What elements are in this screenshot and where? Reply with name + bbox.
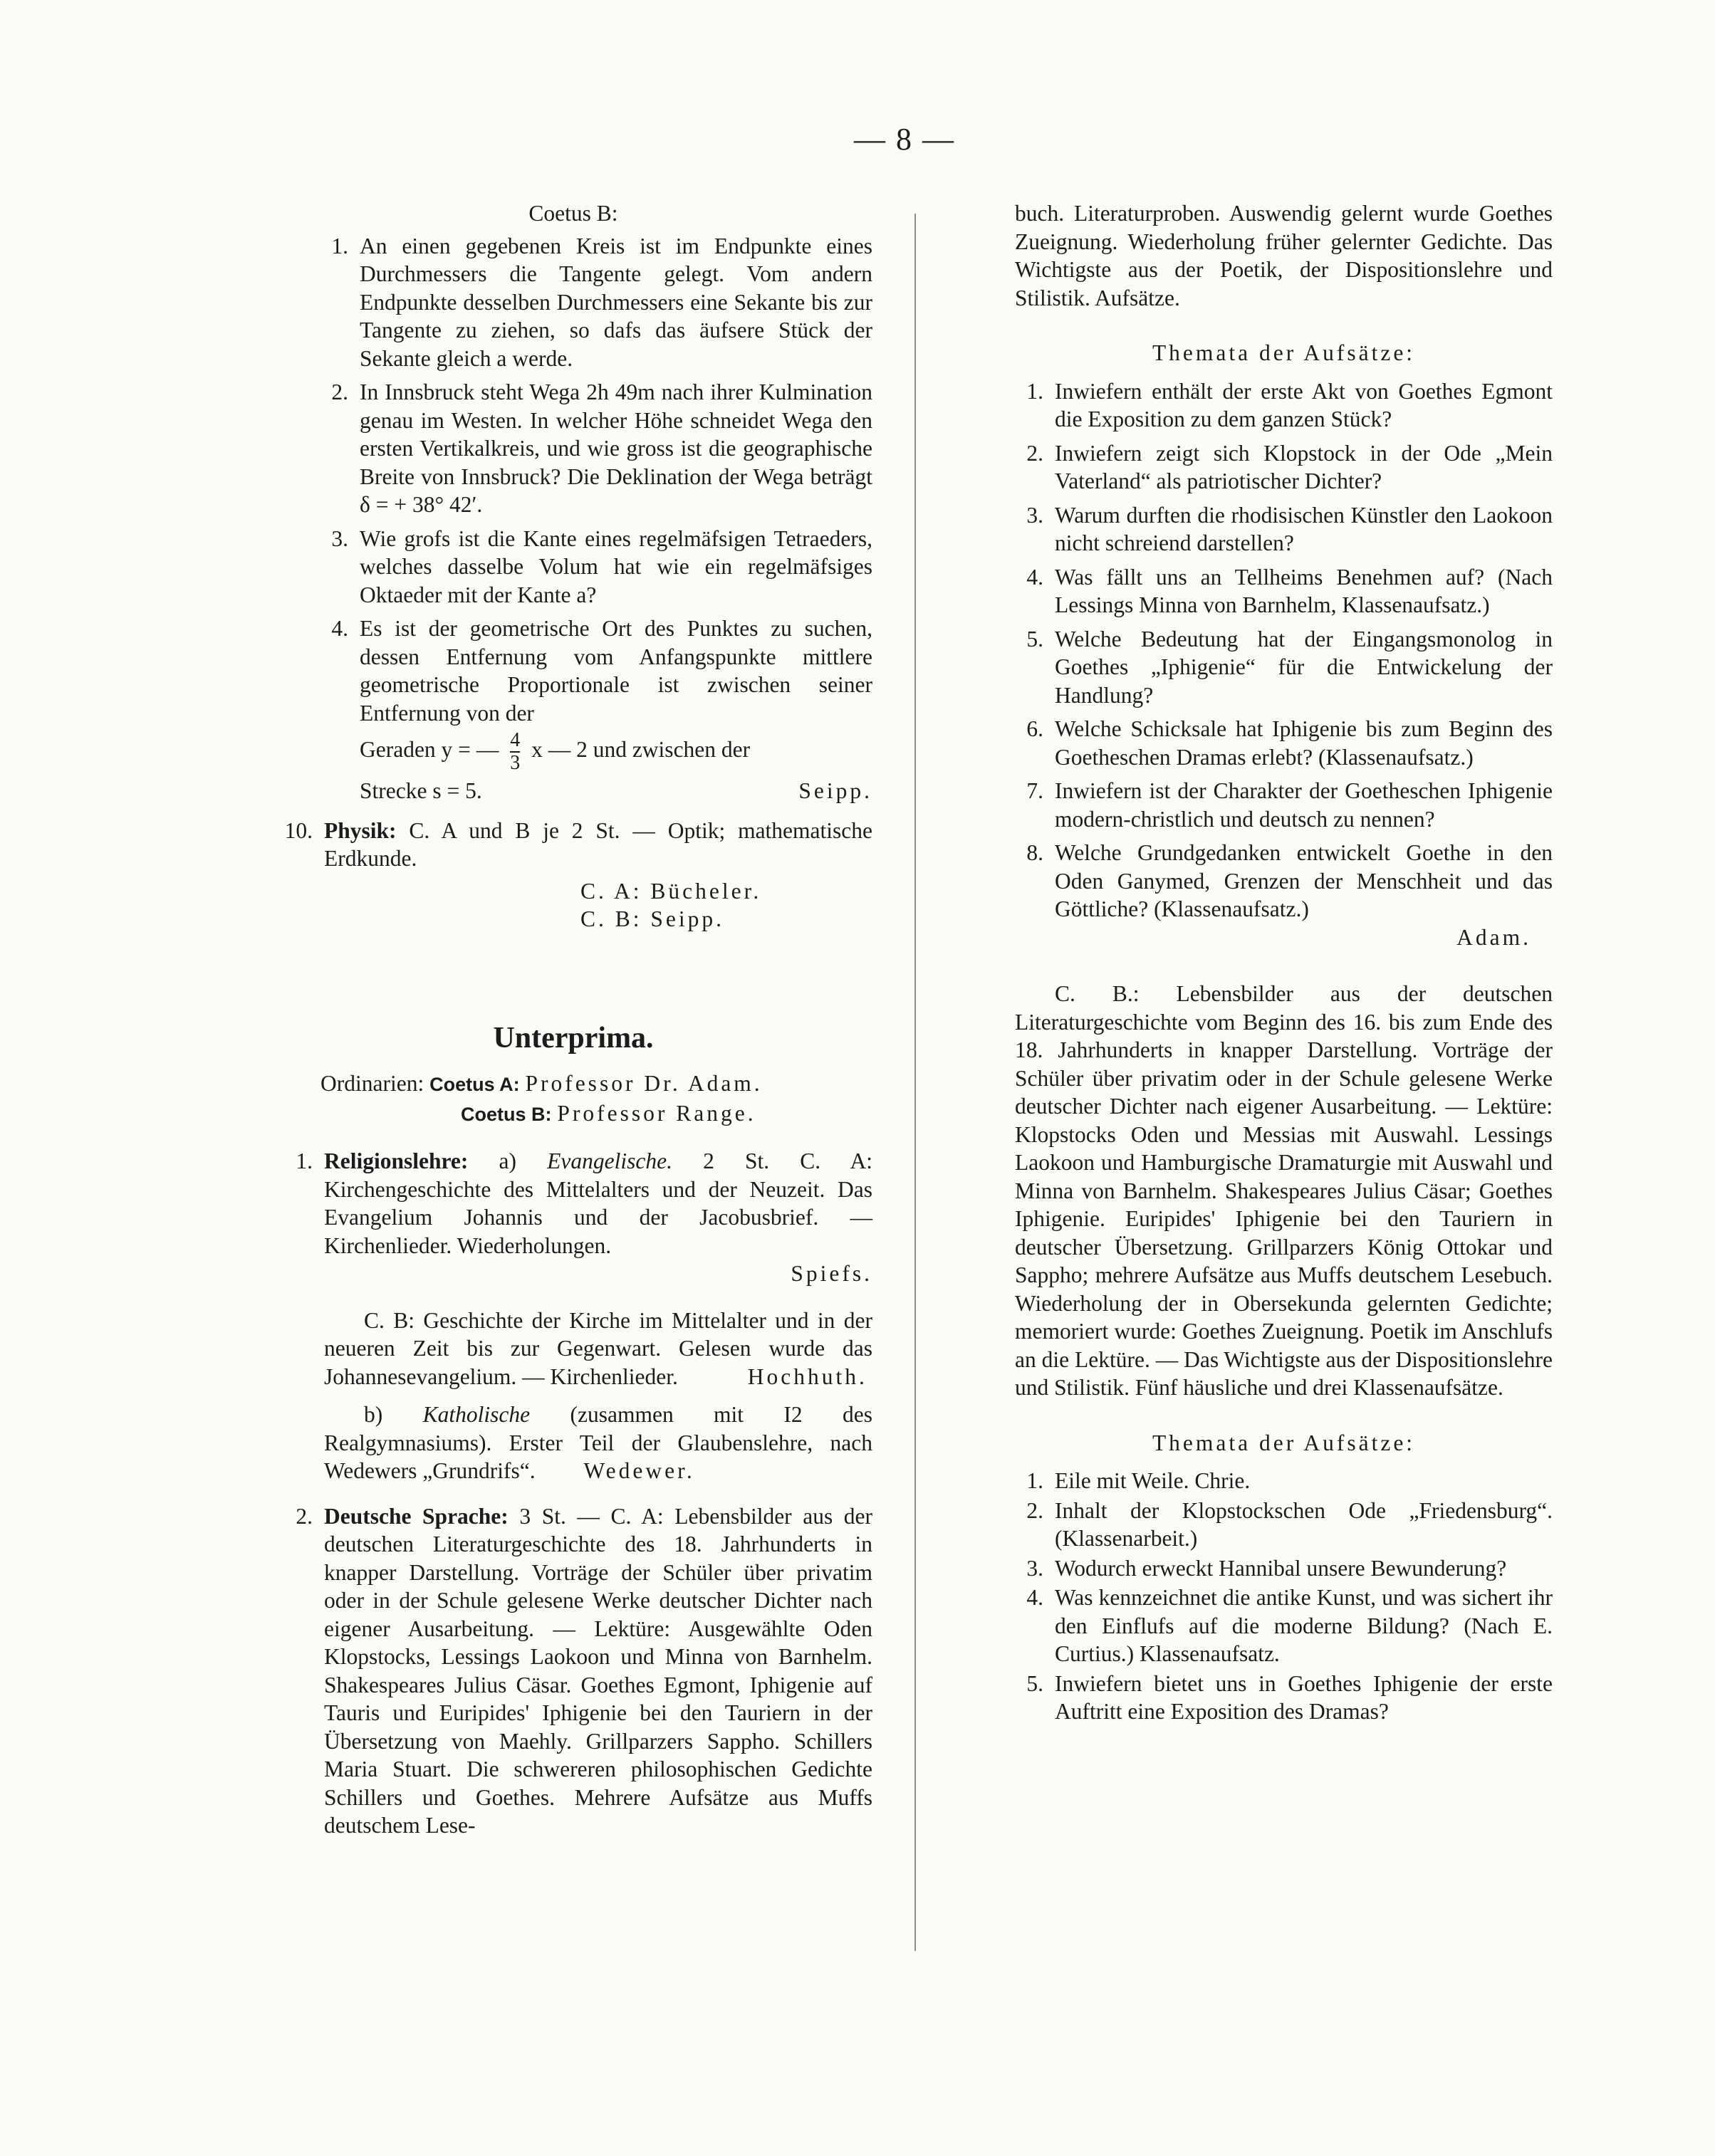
- themata-item: 1. Eile mit Weile. Chrie.: [1026, 1468, 1251, 1493]
- math-task-list: [274, 232, 872, 805]
- coetus-b-heading: Coetus B:: [528, 201, 618, 226]
- religion-section: 1. Religionslehre: a) Evangelische. 2 St. C. A: Kirchengeschichte des Mittelalters und der Neuzeit. Das Evangelium Johannis und der Jacobusbrief. — Kirchenlieder. Wiederholungen. Spiefs. C. B: Geschichte der Kirche im Mittelalter und in der neueren Zeit bis zur Gegenwart. Gelesen wurde das Johannesevangelium. — Kirchenlieder. Hochhuth. b) Katholische (zusammen mit I2 des Realgymnasiums). Erster Teil der Glaubenslehre, nach Wedewers „Grundrifs“. Wedewer.: [296, 1148, 873, 1483]
- teacher-name: C. B: Seipp.: [580, 906, 725, 931]
- equation-line: Geraden y = — $\frac{4}{3}$ x — 2 und zwischen der: [360, 729, 751, 774]
- themata-item: 2. Inhalt der Klopstockschen Ode „Friedensburg“. (Klassenarbeit.): [1026, 1497, 1553, 1551]
- themata-item: 2. Inwiefern zeigt sich Klopstock in der Ode „Mein Vaterland“ als patriotischer Dichter?: [1026, 440, 1553, 493]
- deutsch-section: 2. Deutsche Sprache: 3 St. — C. A: Lebensbilder aus der deutschen Literaturgeschichte des 18. Jahrhunderts in knapper Darstellung. Vorträge der Schüler über privatim oder in der Schule gelesene Werke deutscher Dichter nach eigener Ausarbeitung. — Lektüre: Ausgewählte Oden Klopstocks, Lessings Laokoon und Minna von Barnhelm. Shakespeares Julius Cäsar. Goethes Egmont, Iphigenie auf Tauris und Euripides' Iphigenie bei den Tauriern in der Übersetzung von Maehly. Grillparzers Sappho. Schillers Maria Stuart. Die schwereren philosophischen Gedichte Schillers und Goethes. Mehrere Aufsätze aus Muffs deutschem Lese-: [296, 1503, 873, 1838]
- teacher-name: Seipp.: [798, 778, 872, 803]
- teacher-name: Spiefs.: [791, 1261, 872, 1286]
- themata-item: 4. Was kennzeichnet die antike Kunst, und was sichert ihr den Einflufs auf die moderne Bildung? (Nach E. Curtius.) Klassenaufsatz.: [1026, 1585, 1553, 1666]
- math-task: 3. Wie grofs ist die Kante eines regelmäfsigen Tetraeders, welches dasselbe Volum hat wie ein regelmäfsiges Oktaeder mit der Kante a?: [331, 525, 872, 607]
- deutsch-label: Deutsche Sprache:: [324, 1503, 509, 1529]
- themata-heading: Themata der Aufsätze:: [1152, 1430, 1416, 1455]
- physik-section: 10. Physik: C. A und B je 2 St. — Optik; mathematische Erdkunde. C. A: Bücheler. C. B: Seipp.: [324, 817, 872, 933]
- column-divider: [914, 214, 916, 1951]
- teacher-name: C. A: Bücheler.: [580, 878, 762, 904]
- themata-list-b: [1015, 1467, 1553, 1726]
- cb-paragraph: C. B.: Lebensbilder aus der deutschen Literaturgeschichte vom Beginn des 16. bis zum Ende des 18. Jahrhunderts in knapper Darstellung. Vorträge der Schüler über privatim oder in der Schule gelesene Werke deutscher Dichter nach eigener Ausarbeitung. — Lektüre: Klopstocks Oden und Messias mit Auswahl. Lessings Laokoon und Hamburgische Dramaturgie mit Auswahl und Minna von Barnhelm. Shakespeares Julius Cäsar; Goethes Iphigenie. Euripides' Iphigenie bei den Tauriern in deutscher Übersetzung. Grillparzers König Ottokar und Sappho; mehrere Aufsätze aus Muffs deutschem Lesebuch. Wiederholung der in Obersekunda gelernten Gedichte; memoriert wurde: Goethes Zueignung. Poetik im Anschlufs an die Lektüre. — Das Wichtigste aus der Dispositionslehre und Stilistik. Fünf häusliche und drei Klassenaufsätze.: [1015, 981, 1553, 1400]
- left-column: [274, 199, 872, 1846]
- themata-heading: Themata der Aufsätze:: [1152, 340, 1416, 365]
- themata-item: 5. Welche Bedeutung hat der Eingangsmonolog in Goethes „Iphigenie“ für die Entwickelung der Handlung?: [1026, 626, 1553, 708]
- ordinarien-line: Coetus B: Professor Range.: [461, 1100, 756, 1126]
- teacher-name: Adam.: [1456, 924, 1531, 950]
- religion-cb-text: C. B: Geschichte der Kirche im Mittelalter und in der neueren Zeit bis zur Gegenwart. Gelesen wurde das Johannesevangelium. — Kirchenlieder.: [324, 1307, 872, 1389]
- section-title: Unterprima.: [493, 1021, 654, 1055]
- themata-item: 3. Warum durften die rhodisischen Künstler den Laokoon nicht schreiend darstellen?: [1026, 502, 1553, 555]
- themata-list-a: [1015, 377, 1553, 923]
- right-column: [1015, 199, 1553, 1727]
- equation-last-line: Strecke s = 5.: [360, 778, 482, 803]
- themata-item: 4. Was fällt uns an Tellheims Benehmen auf? (Nach Lessings Minna von Barnhelm, Klassenaufsatz.): [1026, 564, 1553, 617]
- deutsch-continuation: buch. Literaturproben. Auswendig gelernt wurde Goethes Zueignung. Wiederholung früher gelernter Gedichte. Das Wichtigste aus der Poetik, der Dispositionslehre und Stilistik. Aufsätze.: [1015, 201, 1553, 310]
- religion-kath-text: (zusammen mit I2 des Realgymnasiums). Erster Teil der Glaubenslehre, nach Wedewers „Grundrifs“.: [324, 1402, 873, 1483]
- page-number: — 8 —: [854, 122, 955, 157]
- math-task: 1. An einen gegebenen Kreis ist im Endpunkte eines Durchmessers die Tangente gelegt. Vom andern Endpunkte desselben Durchmessers eine Sekante bis zur Tangente zu ziehen, so dafs das äufsere Stück der Sekante gleich a werde.: [331, 233, 872, 371]
- themata-item: 8. Welche Grundgedanken entwickelt Goethe in den Oden Ganymed, Grenzen der Menschheit und das Göttliche? (Klassenaufsatz.): [1026, 840, 1553, 921]
- teacher-name: Wedewer.: [583, 1458, 695, 1483]
- physik-label: Physik:: [324, 817, 397, 843]
- physik-text: C. A und B je 2 St. — Optik; mathematische Erdkunde.: [324, 817, 872, 871]
- math-task-text: Es ist der geometrische Ort des Punktes zu suchen, dessen Entfernung vom Anfangspunkte mittlere geometrische Proportionale ist zwischen seiner Entfernung von der: [360, 616, 872, 726]
- themata-item: 6. Welche Schicksale hat Iphigenie bis zum Beginn des Goetheschen Dramas erlebt? (Klassenaufsatz.): [1026, 716, 1553, 770]
- math-task-4: 4. Es ist der geometrische Ort des Punktes zu suchen, dessen Entfernung vom Anfangspunkte mittlere geometrische Proportionale ist zwischen seiner Entfernung von der Geraden y = — $\frac{4}{3}$ x — 2 und zwischen der Strecke s = 5. Seipp.: [274, 614, 872, 805]
- religion-text: 2 St. C. A: Kirchengeschichte des Mittelalters und der Neuzeit. Das Evangelium Johannis und der Jacobusbrief. — Kirchenlieder. Wiederholungen.: [324, 1148, 872, 1258]
- ordinarien-line: Ordinarien: Coetus A: Professor Dr. Adam.: [320, 1071, 763, 1096]
- deutsch-text: 3 St. — C. A: Lebensbilder aus der deutschen Literaturgeschichte des 18. Jahrhunderts in knapper Darstellung. Vorträge der Schüler über privatim oder in der Schule gelesene Werke deutscher Dichter nach eigener Ausarbeitung. — Lektüre: Ausgewählte Oden Klopstocks, Lessings Laokoon und Minna von Barnhelm. Shakespeares Julius Cäsar. Goethes Egmont, Iphigenie auf Tauris und Euripides' Iphigenie bei den Tauriern in der Übersetzung von Maehly. Grillparzers Sappho. Schillers Maria Stuart. Die schwereren philosophischen Gedichte Schillers und Goethes. Mehrere Aufsätze aus Muffs deutschem Lese-: [324, 1503, 873, 1838]
- themata-item: 7. Inwiefern ist der Charakter der Goetheschen Iphigenie modern-christlich und deutsch zu nennen?: [1026, 778, 1553, 832]
- math-task: 2. In Innsbruck steht Wega 2h 49m nach ihrer Kulmination genau im Westen. In welcher Höhe schneidet Wega den ersten Vertikalkreis, und wie gross ist die geographische Breite von Innsbruck? Die Deklination der Wega beträgt δ = + 38° 42′.: [331, 380, 872, 517]
- religion-label: Religionslehre:: [324, 1148, 469, 1173]
- themata-item: 1. Inwiefern enthält der erste Akt von Goethes Egmont die Exposition zu dem ganzen Stück?: [1026, 378, 1553, 431]
- themata-item: 5. Inwiefern bietet uns in Goethes Iphigenie der erste Auftritt eine Exposition des Dramas?: [1026, 1670, 1553, 1724]
- teacher-name: Hochhuth.: [747, 1364, 867, 1389]
- themata-item: 3. Wodurch erweckt Hannibal unsere Bewunderung?: [1026, 1555, 1507, 1581]
- fraction: $\frac{4}{3}$: [510, 729, 521, 774]
